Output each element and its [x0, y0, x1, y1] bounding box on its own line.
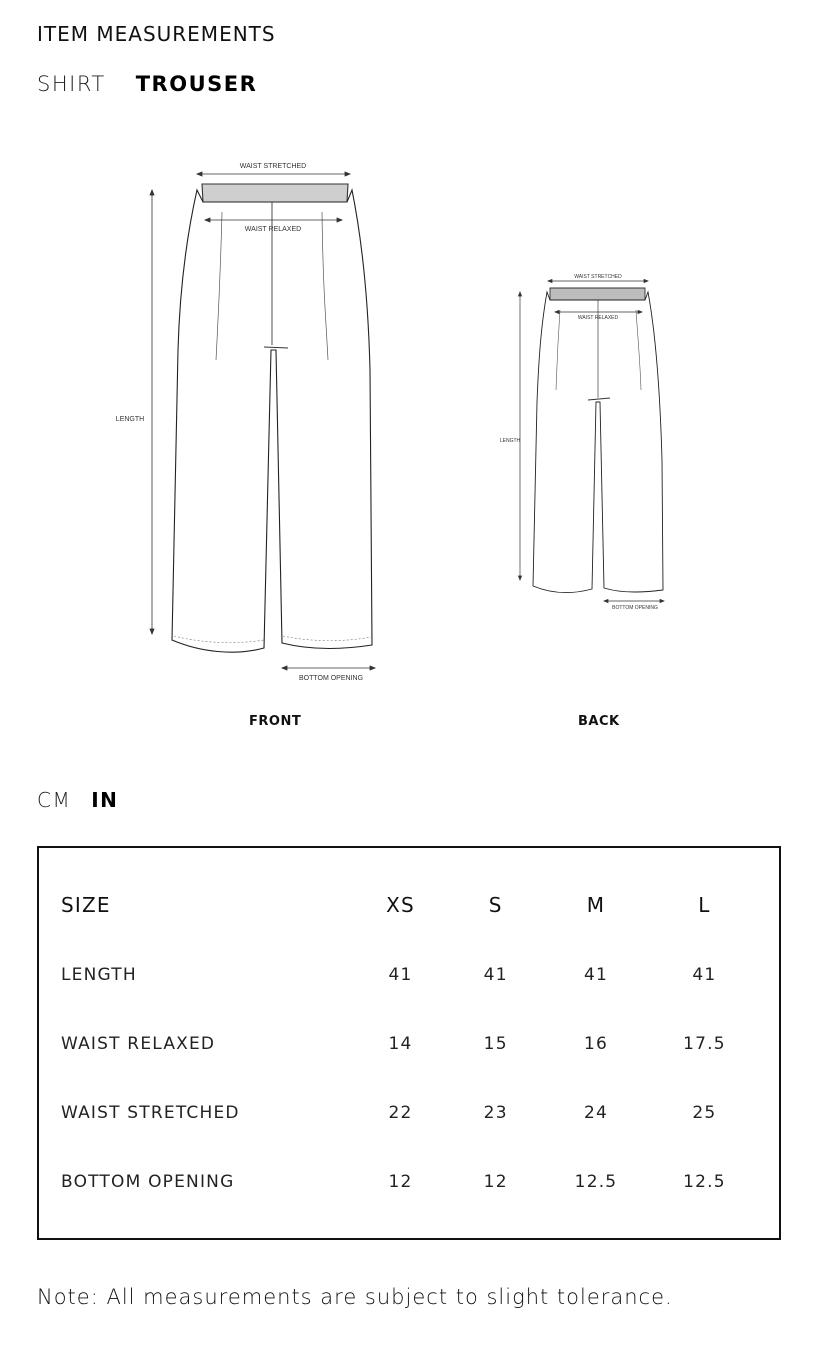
- page-title: ITEM MEASUREMENTS: [37, 22, 276, 46]
- cell-value: 23: [483, 1102, 508, 1123]
- row-label: WAIST RELAXED: [61, 1033, 216, 1054]
- back-waist-stretched-label: WAIST STRETCHED: [574, 274, 622, 280]
- tab-trouser[interactable]: TROUSER: [135, 72, 258, 96]
- trouser-illustration: [0, 140, 823, 740]
- header-xs: XS: [386, 893, 415, 917]
- unit-tabs: [37, 788, 118, 812]
- row-label: BOTTOM OPENING: [61, 1171, 235, 1192]
- trouser-diagram: [0, 140, 823, 740]
- cell-value: 15: [483, 1033, 508, 1054]
- table-header-row: [61, 870, 761, 940]
- cell-value: 12.5: [683, 1171, 726, 1192]
- cell-value: 41: [483, 964, 508, 985]
- table-row: [61, 1147, 761, 1216]
- cell-value: 17.5: [683, 1033, 726, 1054]
- size-table: [61, 870, 761, 1216]
- front-waistband: [202, 184, 348, 202]
- header-s: S: [488, 893, 503, 917]
- unit-tab-in[interactable]: IN: [91, 788, 119, 812]
- header-m: M: [586, 893, 606, 917]
- table-row: [61, 940, 761, 1009]
- tolerance-note: Note: All measurements are subject to slight tolerance.: [37, 1285, 673, 1309]
- back-waist-relaxed-label: WAIST RELAXED: [577, 315, 619, 321]
- front-bottom-opening-label: BOTTOM OPENING: [298, 675, 364, 682]
- back-view-label: BACK: [578, 714, 620, 729]
- unit-tab-cm[interactable]: CM: [37, 788, 72, 812]
- back-length-label: LENGTH: [499, 438, 521, 444]
- cell-value: 25: [692, 1102, 717, 1123]
- garment-tabs: [37, 72, 257, 96]
- cell-value: 41: [583, 964, 609, 985]
- front-view-label: FRONT: [249, 714, 302, 729]
- cell-value: 14: [388, 1033, 413, 1054]
- cell-value: 24: [583, 1102, 609, 1123]
- cell-value: 12: [483, 1171, 508, 1192]
- cell-value: 12: [388, 1171, 413, 1192]
- cell-value: 41: [388, 964, 413, 985]
- cell-value: 22: [388, 1102, 413, 1123]
- row-label: WAIST STRETCHED: [61, 1102, 240, 1123]
- cell-value: 16: [583, 1033, 609, 1054]
- front-length-label: LENGTH: [115, 416, 145, 423]
- front-waist-stretched-label: WAIST STRETCHED: [239, 163, 307, 170]
- table-row: [61, 1009, 761, 1078]
- back-waistband: [550, 288, 645, 300]
- back-bottom-opening-label: BOTTOM OPENING: [612, 605, 658, 611]
- row-label: LENGTH: [61, 964, 137, 985]
- cell-value: 41: [692, 964, 717, 985]
- size-chart: [37, 846, 781, 1240]
- header-l: L: [698, 893, 711, 917]
- tab-shirt[interactable]: SHIRT: [37, 72, 106, 96]
- header-size: SIZE: [61, 893, 111, 917]
- front-waist-relaxed-label: WAIST RELAXED: [244, 226, 302, 233]
- table-row: [61, 1078, 761, 1147]
- cell-value: 12.5: [574, 1171, 618, 1192]
